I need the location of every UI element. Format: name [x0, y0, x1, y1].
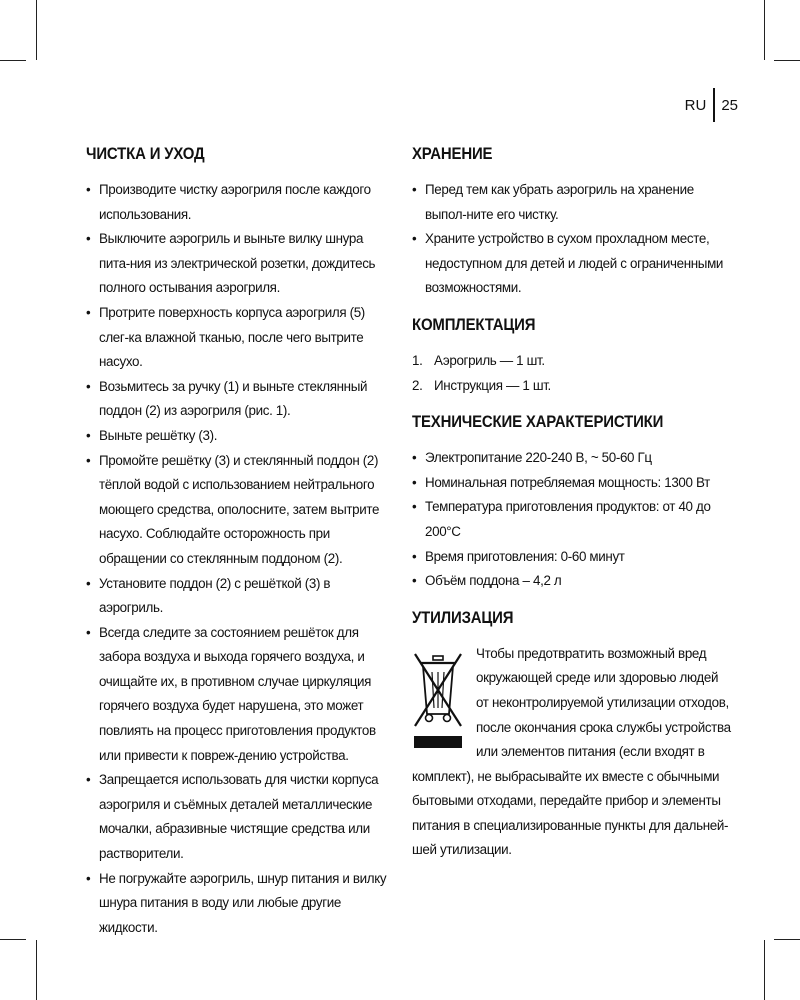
- list-item: • Промойте решётку (3) и стеклянный поддон (2) тёплой водой с использованием нейтрального моющего средства, ополосните, затем вытрите насухо. Соблюдайте осторожность при обращении со стеклянным поддоном (2).: [86, 449, 396, 572]
- list-item: • Выключите аэрогриль и выньте вилку шнура пита-ния из электрической розетки, дождитесь полного остывания аэрогриля.: [86, 227, 396, 301]
- item-number: 2.: [412, 377, 423, 393]
- page-header: [685, 88, 738, 122]
- disposal-text: Чтобы предотвратить возможный вред окружающей среде или здоровью людей от неконтролируемой утилизации отходов, после окончания срока службы устройства или элементов питания (если входят в комплект), не выбрасывайте их вместе с обычными бытовыми отходами, передайте прибор и элементы питания в специализированные пункты для дальней-шей утилизации.: [412, 645, 731, 858]
- section-title-disposal: УТИЛИЗАЦИЯ: [412, 607, 514, 627]
- crossed-bin-icon: [412, 648, 464, 756]
- crop-mark: [0, 60, 26, 61]
- header-divider: [713, 88, 715, 122]
- item-number: 1.: [412, 352, 423, 368]
- section-title-specs: ТЕХНИЧЕСКИЕ ХАРАКТЕРИСТИКИ: [412, 412, 664, 432]
- section-title-kit: КОМПЛЕКТАЦИЯ: [412, 314, 536, 334]
- storage-section: [412, 144, 732, 301]
- right-column: [412, 144, 732, 877]
- crop-mark: [774, 939, 800, 940]
- list-item: • Перед тем как убрать аэрогриль на хранение выпол-ните его чистку.: [412, 178, 732, 227]
- list-item: [412, 374, 732, 399]
- kit-list: [412, 349, 732, 398]
- list-item: • Запрещается использовать для чистки корпуса аэрогриля и съёмных деталей металлические мочалки, абразивные чистящие средства или растворители.: [86, 768, 396, 866]
- kit-section: [412, 315, 732, 398]
- language-code: RU: [684, 96, 707, 114]
- specs-list: [412, 446, 732, 594]
- list-item: • Всегда следите за состоянием решёток для забора воздуха и выхода горячего воздуха, и очищайте их, в противном случае циркуляция горячего воздуха будет нарушена, это может повлиять на процесс приготовления продуктов или привести к повреж-дению устройства.: [86, 621, 396, 769]
- list-item: • Не погружайте аэрогриль, шнур питания и вилку шнура питания в воду или любые другие жидкости.: [86, 867, 396, 941]
- disposal-section: [412, 608, 732, 863]
- item-text: Инструкция — 1 шт.: [434, 377, 551, 393]
- section-title-storage: ХРАНЕНИЕ: [412, 144, 493, 163]
- crop-mark: [774, 60, 800, 61]
- crop-mark: [764, 940, 765, 1000]
- storage-list: [412, 178, 732, 301]
- cleaning-list: [86, 178, 396, 940]
- list-item: • Номинальная потребляемая мощность: 1300 Вт: [412, 471, 732, 496]
- crop-mark: [0, 939, 26, 940]
- specs-section: [412, 412, 732, 594]
- section-title-cleaning: ЧИСТКА И УХОД: [86, 144, 205, 163]
- list-item: • Установите поддон (2) с решёткой (3) в аэрогриль.: [86, 572, 396, 621]
- list-item: • Температура приготовления продуктов: от 40 до 200°С: [412, 495, 732, 544]
- list-item: • Объём поддона – 4,2 л: [412, 569, 732, 594]
- crop-mark: [36, 0, 37, 60]
- list-item: • Выньте решётку (3).: [86, 424, 396, 449]
- crop-mark: [764, 0, 765, 60]
- list-item: • Время приготовления: 0-60 минут: [412, 545, 732, 570]
- list-item: • Храните устройство в сухом прохладном месте, недоступном для детей и людей с ограниченными возможностями.: [412, 227, 732, 301]
- list-item: • Электропитание 220-240 В, ~ 50-60 Гц: [412, 446, 732, 471]
- page-number: 25: [721, 96, 738, 114]
- list-item: • Возьмитесь за ручку (1) и выньте стеклянный поддон (2) из аэрогриля (рис. 1).: [86, 375, 396, 424]
- list-item: • Производите чистку аэрогриля после каждого использования.: [86, 178, 396, 227]
- item-text: Аэрогриль — 1 шт.: [434, 352, 545, 368]
- left-column: [86, 144, 396, 940]
- crop-mark: [36, 940, 37, 1000]
- list-item: [412, 349, 732, 374]
- list-item: • Протрите поверхность корпуса аэрогриля (5) слег-ка влажной тканью, после чего вытрите насухо.: [86, 301, 396, 375]
